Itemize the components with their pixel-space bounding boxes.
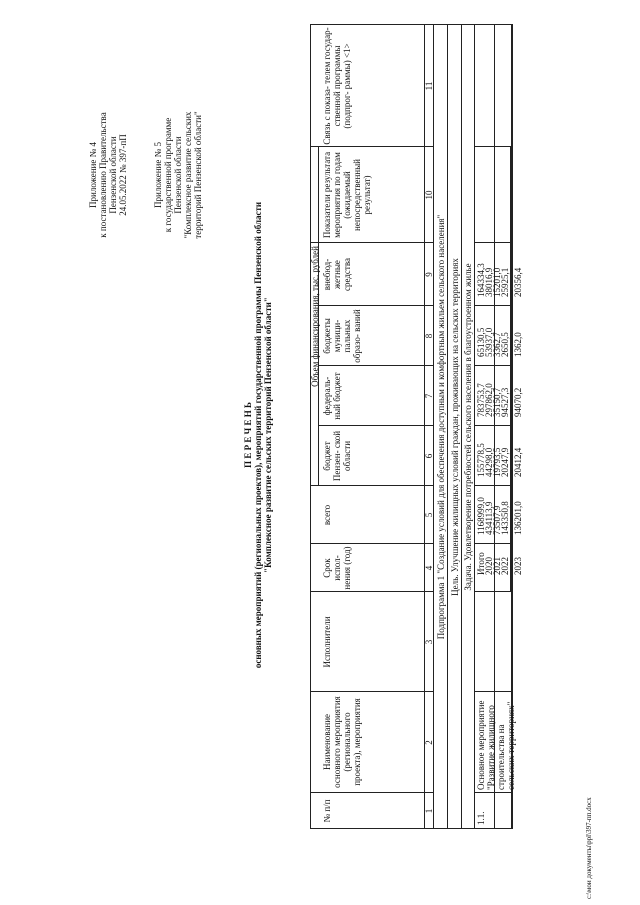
goal-row: Цель. Улучшение жилищных условий граждан, проживающих на сельских территориях [450, 258, 460, 596]
extra-cell: 20356,4 [513, 267, 523, 297]
annex5-line: территорий Пензенской области" [193, 111, 203, 239]
annex5-line: Приложение № 5 [153, 142, 163, 208]
municipal-cell: 1362,0 [513, 332, 523, 357]
annex5-line: Пензенской области [173, 136, 183, 214]
annex5-block [153, 65, 203, 285]
header-name: Наименование основного мероприятия (регионального проекта), мероприятия [322, 696, 362, 788]
annex4-date: 24.05.2022 № 397-пП [118, 134, 128, 216]
year-cell: 2022 [500, 557, 510, 575]
regional-cell: 44298,0 [484, 447, 494, 477]
federal-cell: 94527,3 [500, 387, 510, 417]
annex5-line: "Комплексное развитие сельских [183, 111, 193, 239]
federal-cell: 94070,2 [513, 387, 523, 417]
col-number: 6 [424, 453, 434, 459]
year-cell: 2023 [513, 557, 523, 575]
annex4-line: Приложение № 4 [88, 142, 98, 208]
extra-cell: 164334,3 [476, 263, 486, 297]
total-cell: 143350,8 [500, 501, 510, 535]
col-number: 5 [424, 512, 434, 518]
regional-cell: 20412,4 [513, 447, 523, 477]
header-executors: Исполнители [322, 616, 332, 668]
regional-cell: 19793,5 [492, 447, 502, 477]
annex4-line: к постановлению Правительства [98, 112, 108, 238]
annex4-line: Пензенской области [108, 136, 118, 214]
col-number: 10 [424, 190, 434, 200]
row-name: Основное мероприятие "Развитие жилищного строительства на сельских территориях" [476, 700, 516, 790]
federal-cell: 35150,7 [492, 387, 502, 417]
header-funding-group: Объем финансирования, тыс. рублей [310, 246, 320, 387]
header-term: Срок испол- нения (год) [322, 546, 352, 590]
footer-file-path: c:\мои документы\ppl\397-пп.docx [585, 797, 593, 899]
header-num: № п/п [322, 799, 332, 823]
row-number: 1.1. [476, 811, 486, 825]
title-line2: "Комплексное развитие сельских территорий Пензенской области" [263, 297, 273, 573]
municipal-cell: 2650,5 [500, 332, 510, 357]
year-cell: Итого [476, 552, 486, 575]
federal-cell: 297862,0 [484, 383, 494, 417]
header-indicators: Показатели результата мероприятия по годам (ожидаемый непосредственный результат) [322, 151, 372, 239]
header-federal: федераль- ный бюджет [322, 372, 342, 420]
col-number: 2 [424, 740, 434, 745]
subprogram-row: Подпрограмма 1 "Создание условий для обеспечения доступным и комфортным жильем сельского населения" [436, 214, 446, 640]
col-number: 7 [424, 393, 434, 399]
municipal-cell: 53937,0 [484, 327, 494, 357]
col-number: 1 [424, 808, 434, 814]
annex4-block [88, 65, 128, 285]
header-municipal: бюджеты муници- пальных образо- ваний [322, 309, 362, 363]
header-total: всего [322, 504, 332, 526]
total-cell: 434113,9 [484, 501, 494, 535]
annex5-line: к государственной программе [163, 117, 173, 233]
title-line1: основных мероприятий (региональных проектов), мероприятий государственной программы Пензенской области [253, 201, 263, 669]
extra-cell: 25925,1 [500, 267, 510, 297]
year-cell: 2020 [484, 557, 494, 575]
col-number: 3 [424, 639, 434, 645]
task-row: Задача. Удовлетворение потребностей сельского населения в благоустроенном жилье [463, 263, 473, 591]
regional-cell: 155778,5 [476, 443, 486, 477]
col-number: 9 [424, 272, 434, 277]
col-number: 4 [424, 565, 434, 571]
document-title [243, 95, 273, 775]
municipal-cell: 65130,5 [476, 327, 486, 357]
header-link: Связь с показа- телем государ- ственной программы (подпрог- раммы) <1> [322, 27, 352, 145]
regional-cell: 20247,9 [500, 447, 510, 477]
title-word: П Е Р Е Ч Е Н Ь [243, 402, 253, 468]
total-cell: 73507,9 [492, 505, 502, 535]
extra-cell: 38016,9 [484, 267, 494, 297]
header-regional: бюджет Пензен- ской области [322, 430, 352, 482]
municipal-cell: 3362,7 [492, 332, 502, 357]
year-cell: 2021 [492, 557, 502, 575]
extra-cell: 15201,0 [492, 267, 502, 297]
federal-cell: 783753,7 [476, 383, 486, 417]
header-extra: внебюд- жетные средства [322, 258, 352, 292]
col-number: 11 [424, 81, 434, 91]
total-cell: 1168999,0 [476, 497, 486, 535]
total-cell: 136201,0 [513, 501, 523, 535]
col-number: 8 [424, 333, 434, 339]
